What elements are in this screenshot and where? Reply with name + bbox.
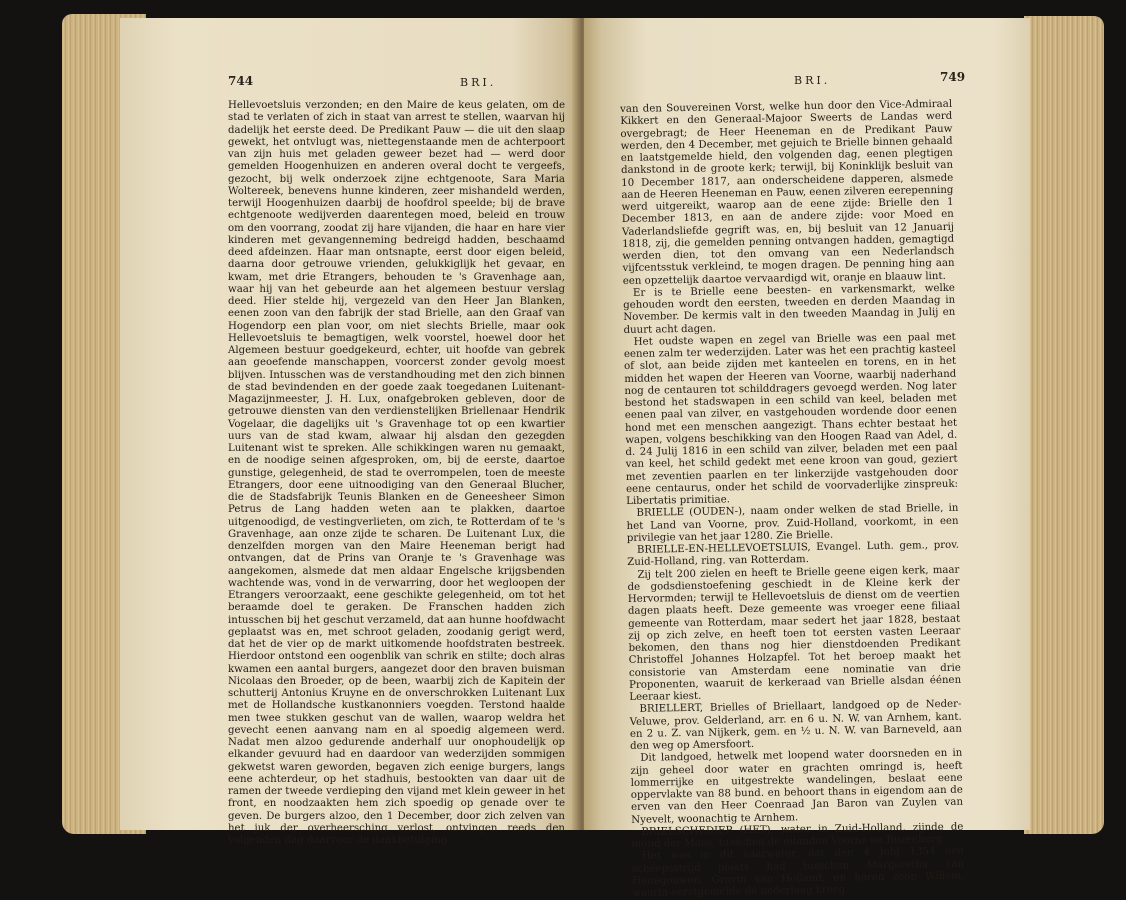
right-paragraph: Zij telt 200 zielen en heeft te Brielle geene eigen kerk, maar de godsdienstoefening geschiedt in de Kleine kerk der Hervormden; terwijl te Hellevoetsluis de dienst om de veertien dagen plaats heeft. Deze gemeente was vroeger eene filiaal gemeente van Rotterdam, maar sedert het jaar 1828, bestaat zij op zich zelve, en heeft toen tot eersten vasten Leeraar bekomen, den thans nog hier dienstdoenden Predikant Christoffel Johannes Holzapfel. Tot het beroep maakt het consistorie van Amsterdam eene nominatie van drie Proponenten, waaruit de kerkeraad van Brielle alsdan éénen Leeraar kiest. [627, 564, 962, 703]
page-edges-right [1024, 16, 1104, 834]
left-page-text [228, 100, 565, 847]
right-paragraph: Het oudste wapen en zegel van Brielle was een paal met eenen zalm ter wederzijden. Later was het een prachtig kasteel of slot, aan beide zijden met kanteelen en torens, en in het midden het wapen der Heeren van Voorne, waarbij naderhand nog de centauren tot schilddragers gevoegd werden. Nog later bestond het stadswapen in een schild van keel, beladen met eenen paal van zilver, en vastgehouden wordende door eenen hond met een menschen aangezigt. Thans echter bestaat het wapen, volgens beschikking van den Hoogen Raad van Adel, d. d. 24 Julij 1816 in een schild van zilver, beladen met een paal van keel, het schild gedekt met eene kroon van goud, geziert met zeventien paarlen en ter linkerzijde vastgehouden door eene centaurus, onder het schild de voorvaderlijke zinspreuk: Libertatis primitiae. [623, 331, 959, 507]
right-paragraph: Dit landgoed, hetwelk met loopend water doorsneden en in zijn geheel door water en grachten omringd is, heeft lommerrijke en uitgestrekte wandelingen, beslaat eene oppervlakte van 88 bund. en behoort thans in eigendom aan de erven van den Heer Coenraad Jan Baron van Zuylen van Nyevelt, woonachtig te Arnhem. [630, 747, 964, 826]
right-paragraph: Er is te Brielle eene beesten- en varkensmarkt, welke gehouden wordt den eersten, tweeden en derden Maandag in November. De kermis valt in den tweeden Maandag in Julij en duurt acht dagen. [623, 282, 956, 336]
right-paragraph: BRIELSCHEDIEP (HET), water in Zuid-Holland, zijnde de mond der Maas, tusschen de eilanden Voorne en Rozenburg. [631, 821, 964, 850]
right-running-head: BRI. [794, 74, 831, 87]
right-page-header [584, 70, 1030, 94]
right-paragraph: BRIELLE-EN-HELLEVOETSLUIS, Evangel. Luth. gem., prov. Zuid-Holland, ring. van Rotterdam. [627, 539, 960, 569]
left-page [120, 18, 580, 846]
right-paragraph: BRIELLERT, Brielles of Briellaart, landgoed op de Neder-Veluwe, prov. Gelderland, arr. en 6 u. N. W. van Arnhem, kant. en 2 u. Z. van Nijkerk, gem. en ½ u. N. W. van Barneveld, aan den weg op Amersfoort. [629, 698, 962, 752]
left-page-number: 744 [228, 74, 254, 88]
right-page [584, 18, 1030, 899]
left-paragraph: Hellevoetsluis verzonden; en den Maire de keus gelaten, om de stad te verlaten of zich in staat van arrest te stellen, waarvan hij dadelijk het eerste deed. De Predikant Pauw — die uit den slaap gewekt, het ontvlugt was, niettegenstaande men de achterpoort van zijn huis met geladen geweer bezet had — werd door gemelden Hoogenhuizen en anderen overal docht te vergeefs, gezocht, bij welk onderzoek zijne echtgenoote, Sara Maria Woltereek, benevens hunne kinderen, zeer mishandeld werden, terwijl Hoogenhuizen daarbij de hoofdrol speelde; bij de brave echtgenoote wedijverden daarentegen moed, beleid en trouw om den voorrang, zoodat zij hare vijanden, die haar en hare vier kinderen met gevangenneming bedreigd hadden, beschaamd deed afdeinzen. Haar man ontsnapte, eerst door eigen beleid, daarna door getrouwe vrienden, gelukkiglijk het gevaar, en kwam, met drie Etrangers, behouden te 's Gravenhage aan, waar hij van het gebeurde aan het algemeen bestuur verslag deed. Hier stelde hij, vergezeld van den Heer Jan Blanken, eenen zoon van den fabrijk der stad Brielle, aan den Graaf van Hogendorp een plan voor, om niet slechts Brielle, maar ook Hellevoetsluis te bemagtigen, welk voorstel, hoewel door het Algemeen bestuur goedgekeurd, echter, uit hoofde van gebrek aan geoefende manschappen, voorcerst zonder gevolg moest blijven. Intusschen was de verstandhouding met den zich binnen de stad bevindenden en der goede zaak toegedanen Luitenant-Magazijnmeester, J. H. Lux, onafgebroken gebleven, door de getrouwe diensten van den verdienstelijken Briellenaar Hendrik Vogelaar, die dagelijks uit 's Gravenhage tot op een kwartier uurs van de stad kwam, alwaar hij alsdan den gezegden Luitenant wist te spreken. Alle schikkingen waren nu gemaakt, en de noodige seinen afgesproken, om, bij de eerste, daartoe gunstige, gelegenheid, de stad te overrompelen, toen de meeste Etrangers, door eene uitnoodiging van den Generaal Blucher, die de Stadsfabrijk Teunis Blanken en de Geneesheer Simon Petrus de Lang hadden weten aan te plakken, daartoe uitgenoodigd, de vestingverlieten, om zich, te Rotterdam of te 's Gravenhage, aan onze zijde te scharen. De Luitenant Lux, die denzelfden morgen van den Maire Heeneman berigt had ontvangen, dat de Prins van Oranje te 's Gravenhage was aangekomen, alsmede dat men aldaar Engelsche krijgsbenden wachtende was, vond in de verwarring, door het wegloopen der Etrangers veroorzaakt, eene geschikte gelegenheid, om tot het beraamde doel te geraken. De Franschen hadden zich intusschen bij het geschut verzameld, dat aan hunne hoofdwacht geplaatst was en, met schroot geladen, zoodanig gerigt werd, dat het de vier op de markt uitkomende hoofdstraten bestreek. Hierdoor ontstond een oogenblik van schrik en stilte; doch alras kwamen een aantal burgers, aangezet door den braven buisman Nicolaas den Broeder, op de been, waarbij zich de Kapitein der schutterij Antonius Kruyne en de onverschrokken Luitenant Lux met de Hollandsche kustkanonniers voegden. Terstond haalde men twee stukken geschut van de wallen, waarop weldra het gevecht eenen aanvang nam en al spoedig algemeen werd. Nadat men alzoo gedurende anderhalf uur onophoudelijk op elkander gevuurd had en daardoor van wederzijden sommigen gekwetst waren geworden, begaven zich eenige burgers, langs eene achterdeur, op het stadhuis, bestookten van daar uit de ramen der tweede verdieping den vijand met klein geweer in het front, en noodzaakten hem zich spoedig op genade over te geven. De burgers alzoo, den 1 December, door zich zelven van het juk der overheersching verlost, ontvingen reeds den volgenden dag daarvoor de dankbetuiging [228, 100, 565, 846]
right-paragraph: Het was in dit vaarwater, dat den 4 Julij 1354 een scheepsstrijd plaats had tusschen Margaretha van Henegouwen, Gravin van Holland, en haren zoon Willem, waarin eerstgemelde de nederlaag kreeg. [631, 845, 965, 899]
left-running-head: BRI. [460, 76, 497, 89]
left-page-header [120, 74, 580, 94]
right-page-number: 749 [940, 70, 966, 84]
right-paragraph: van den Souvereinen Vorst, welke hun door den Vice-Admiraal Kikkert en den Generaal-Majoor Sweerts de Landas werd overgebragt; de Heer Heeneman en de Predikant Pauw werden, den 4 December, met gejuich te Brielle binnen gehaald en laatstgemelde hield, den volgenden dag, eenen plegtigen dankstond in de groote kerk; terwijl, bij Koninklijk besluit van 10 December 1817, aan onderscheidene dapperen, alsmede aan de Heeren Heeneman en Pauw, eenen zilveren eerepenning werd uitgereikt, waarop aan de eene zijde: Brielle den 1 December 1813, en aan de andere zijde: voor Moed en Vaderlandsliefde gegrift was, en, bij besluit van 12 Januarij 1818, zij, die gemelden penning ontvangen hadden, gemagtigd werden dien, tot den omvang van een Nederlandsch vijfcentsstuk verkleind, te mogen dragen. De penning hing aan een opzettelijk daartoe vervaardigd wit, oranje en blaauw lint. [620, 98, 955, 287]
right-paragraph: BRIELLE (OUDEN-), naam onder welken de stad Brielle, in het Land van Voorne, prov. Zuid-Holland, voorkomt, in een privilegie van het jaar 1280. Zie Brielle. [626, 502, 959, 544]
right-page-text [620, 99, 964, 900]
